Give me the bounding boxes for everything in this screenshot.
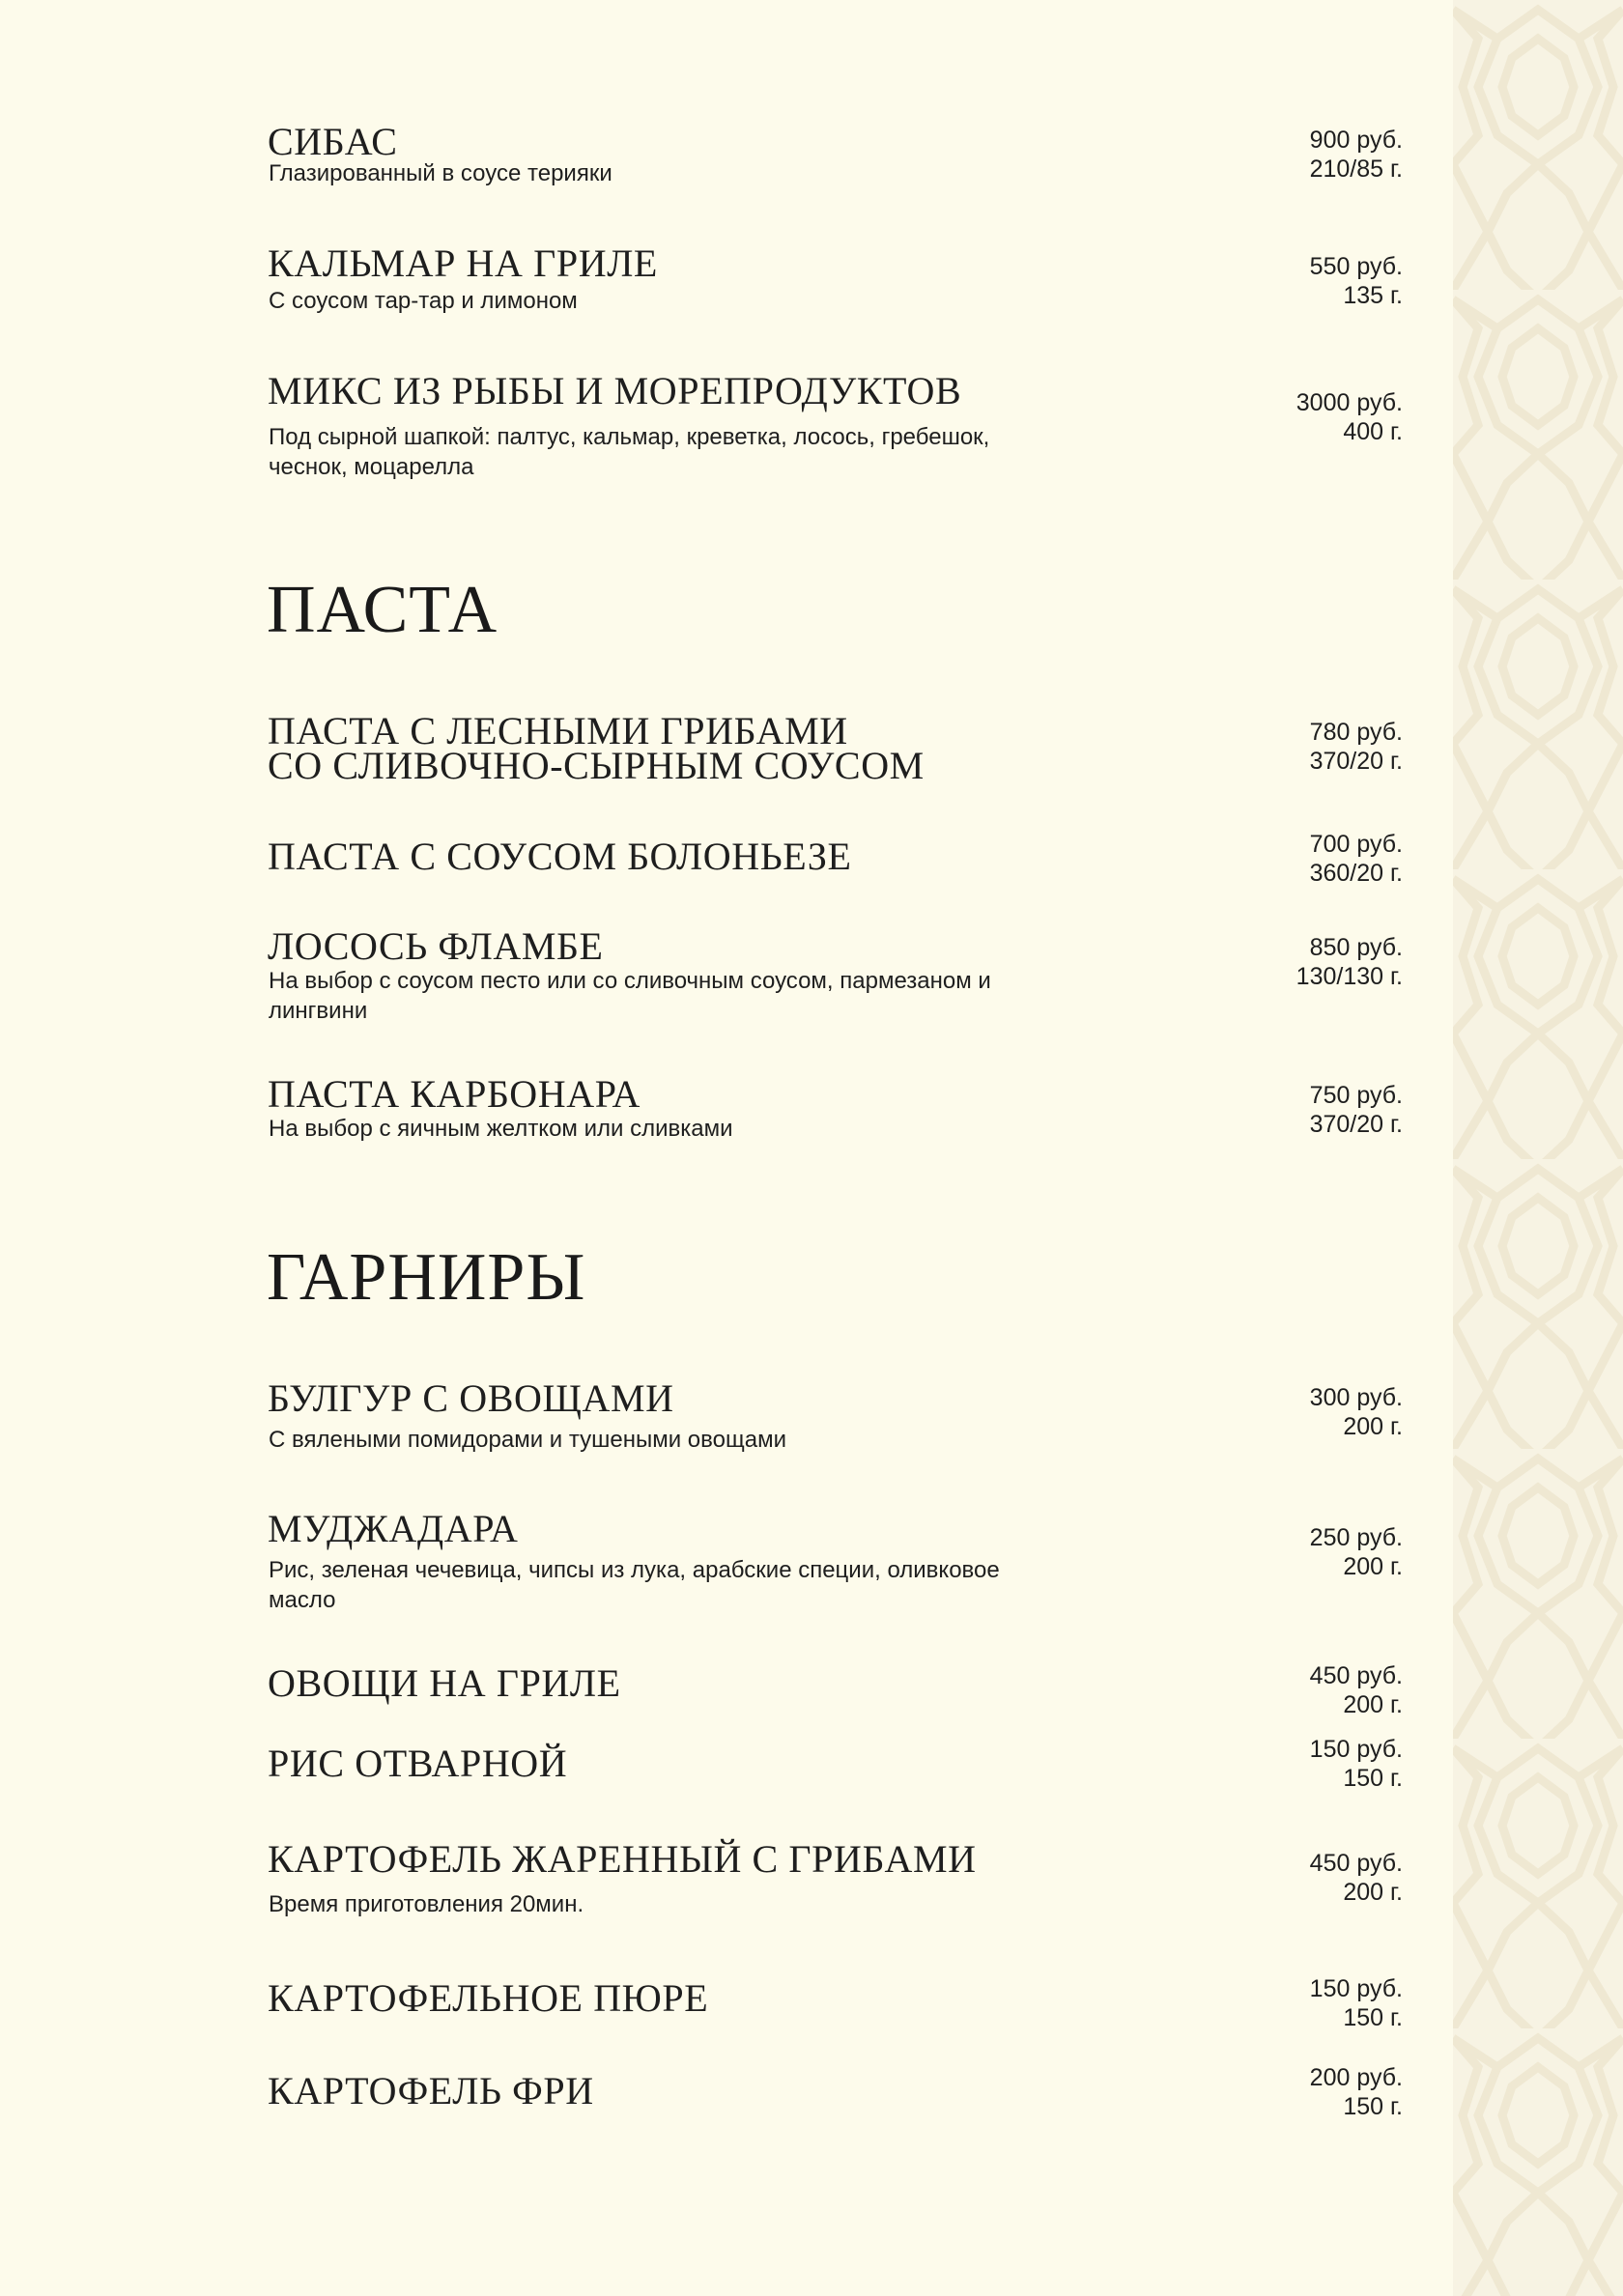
weight: 150 г. [1343,2093,1403,2120]
dish-title-line2: СО СЛИВОЧНО-СЫРНЫМ СОУСОМ [268,744,925,787]
dish-title: КАЛЬМАР НА ГРИЛЕ [268,241,658,285]
weight: 135 г. [1343,282,1403,309]
price-block [1198,252,1403,310]
dish-description: На выбор с яичным желтком или сливками [269,1116,733,1142]
price-block [1198,830,1403,888]
dish-title: БУЛГУР С ОВОЩАМИ [268,1376,674,1420]
weight: 200 г. [1343,1553,1403,1580]
arabesque-pattern-icon [1453,0,1623,2296]
dish-description: Под сырной шапкой: палтус, кальмар, креветка, лосось, гребешок, чеснок, моцарелла [269,424,990,480]
price: 200 руб. [1309,2064,1403,2091]
price: 3000 руб. [1296,389,1403,416]
weight: 200 г. [1343,1413,1403,1440]
price: 550 руб. [1309,253,1403,280]
price: 450 руб. [1309,1850,1403,1877]
weight: 210/85 г. [1309,156,1403,183]
dish-title: СИБАС [268,120,398,163]
weight: 130/130 г. [1296,963,1403,990]
price: 900 руб. [1309,127,1403,154]
weight: 400 г. [1343,418,1403,445]
price-block [1198,126,1403,184]
price: 700 руб. [1309,831,1403,858]
dish-description: Рис, зеленая чечевица, чипсы из лука, арабские специи, оливковое масло [269,1557,1000,1613]
weight: 150 г. [1343,2004,1403,2031]
price-block [1198,1383,1403,1441]
price-block [1198,1661,1403,1719]
dish-description: С вялеными помидорами и тушеными овощами [269,1427,786,1453]
price: 150 руб. [1309,1975,1403,2002]
weight: 360/20 г. [1309,860,1403,887]
price-block [1198,1523,1403,1581]
weight: 200 г. [1343,1879,1403,1906]
dish-title: ПАСТА С ЛЕСНЫМИ ГРИБАМИ [268,709,848,752]
weight: 200 г. [1343,1691,1403,1718]
weight: 150 г. [1343,1765,1403,1792]
dish-description: На выбор с соусом песто или со сливочным соусом, пармезаном и лингвини [269,968,991,1024]
price: 780 руб. [1309,719,1403,746]
dish-title: КАРТОФЕЛЬНОЕ ПЮРЕ [268,1976,709,2020]
price-block [1198,1849,1403,1907]
dish-description: Время приготовления 20мин. [269,1891,584,1917]
decorative-pattern [1453,0,1623,2296]
price: 300 руб. [1309,1384,1403,1411]
weight: 370/20 г. [1309,748,1403,775]
price-block [1198,388,1403,446]
price-block [1198,933,1403,991]
weight: 370/20 г. [1309,1111,1403,1138]
price: 250 руб. [1309,1524,1403,1551]
price-block [1198,1081,1403,1139]
price: 450 руб. [1309,1662,1403,1689]
price: 850 руб. [1309,934,1403,961]
price-block [1198,718,1403,776]
dish-title: ПАСТА КАРБОНАРА [268,1072,641,1116]
price-block [1198,1974,1403,2032]
price: 150 руб. [1309,1736,1403,1763]
dish-title: ЛОСОСЬ ФЛАМБЕ [268,924,604,968]
dish-title: МИКС ИЗ РЫБЫ И МОРЕПРОДУКТОВ [268,369,962,412]
section-title-pasta: ПАСТА [267,573,498,647]
dish-title: КАРТОФЕЛЬ ЖАРЕННЫЙ С ГРИБАМИ [268,1837,977,1881]
price-block [1198,1735,1403,1793]
dish-title: КАРТОФЕЛЬ ФРИ [268,2069,594,2112]
dish-description: С соусом тар-тар и лимоном [269,288,578,314]
dish-title: РИС ОТВАРНОЙ [268,1742,568,1785]
dish-description: Глазированный в соусе терияки [269,160,612,186]
price-block [1198,2063,1403,2121]
dish-title: МУДЖАДАРА [268,1507,519,1550]
dish-title: ПАСТА С СОУСОМ БОЛОНЬЕЗЕ [268,835,852,878]
section-title-garnish: ГАРНИРЫ [267,1240,586,1315]
price: 750 руб. [1309,1082,1403,1109]
dish-title: ОВОЩИ НА ГРИЛЕ [268,1661,621,1705]
